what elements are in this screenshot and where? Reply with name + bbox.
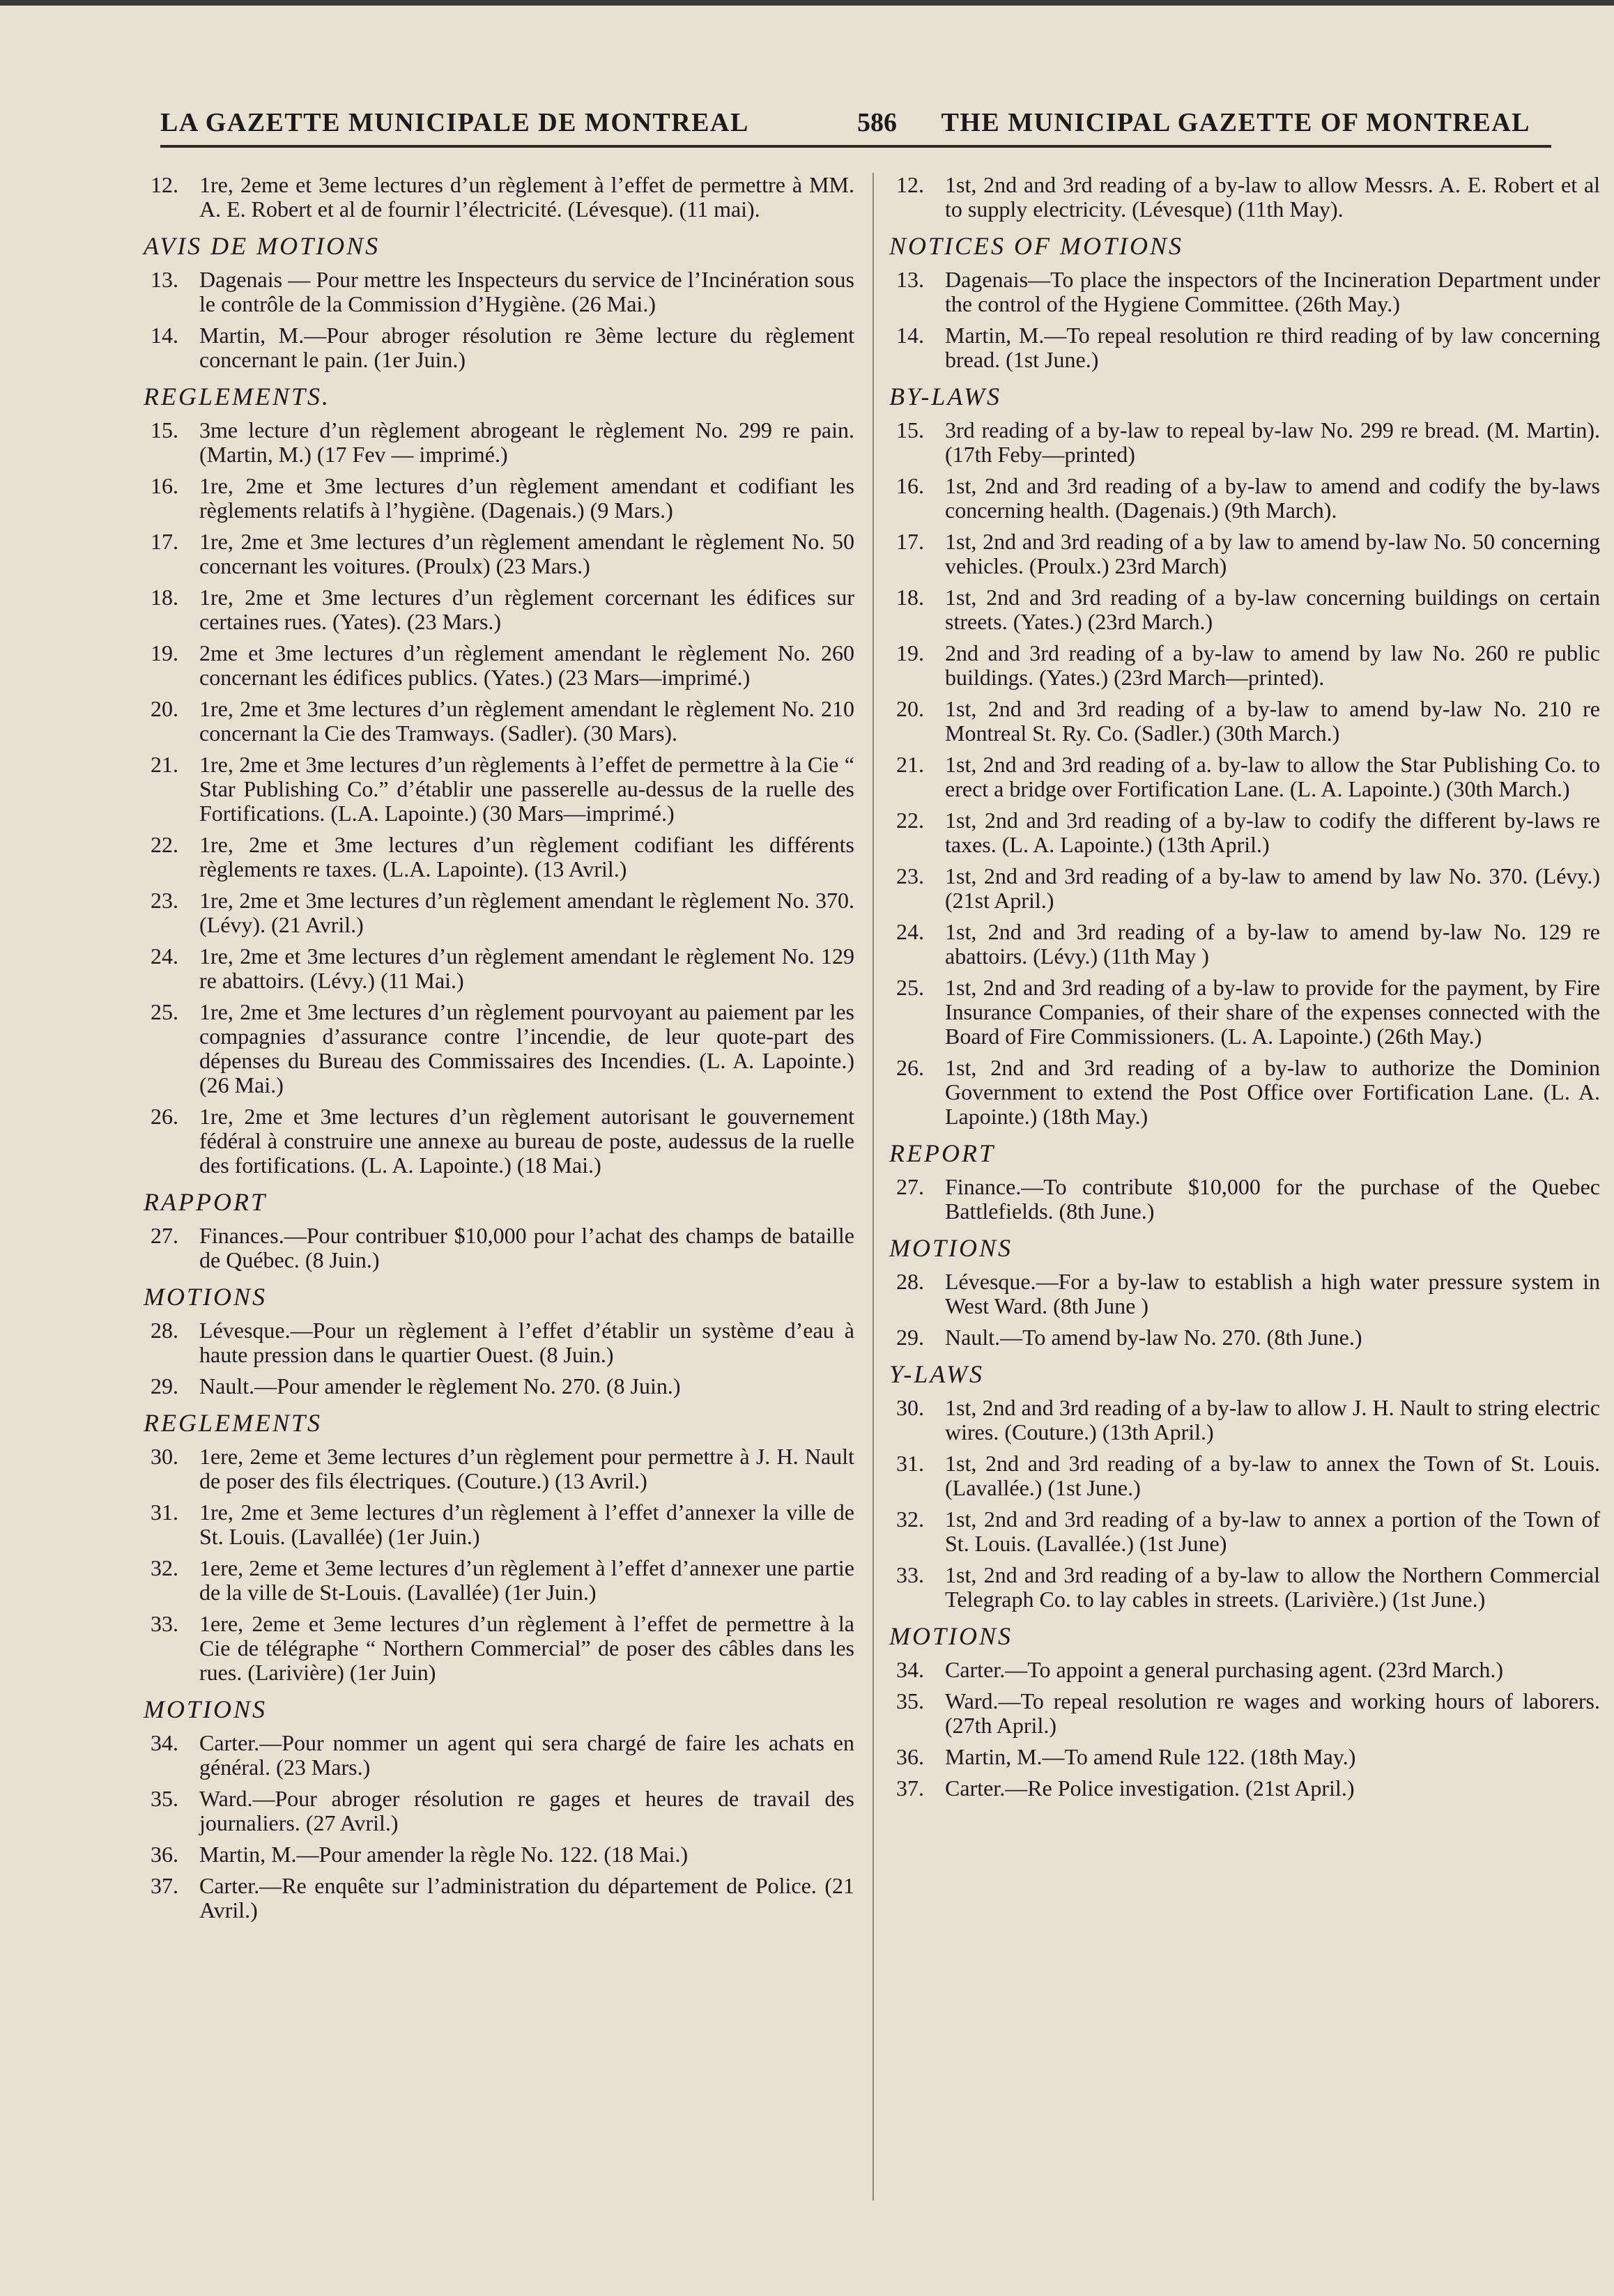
fr-item-20: 20. 1re, 2me et 3me lectures d’un règlement amendant le règlement No. 210 concernant la Cie des Tramways. (Sadler). (30 Mars). <box>151 696 854 746</box>
header-rule <box>160 145 1551 148</box>
fr-item-15: 15. 3me lecture d’un règlement abrogeant le règlement No. 299 re pain. (Martin, M.) (17 Fev — imprimé.) <box>151 417 854 467</box>
fr-item-16: 16. 1re, 2me et 3me lectures d’un règlement amendant et codifiant les règlements relatifs à l’hygiène. (Dagenais.) (9 Mars.) <box>151 473 854 523</box>
fr-section-avis: AVIS DE MOTIONS <box>144 232 381 260</box>
top-edge-rule <box>0 0 1614 6</box>
en-item-19: 19. 2nd and 3rd reading of a by-law to amend by law No. 260 re public buildings. (Yates.) (23rd March—printed). <box>896 640 1600 690</box>
en-item-36: 36. Martin, M.—To amend Rule 122. (18th May.) <box>896 1744 1356 1769</box>
column-divider <box>873 173 874 2201</box>
en-item-35: 35. Ward.—To repeal resolution re wages and working hours of laborers. (27th April.) <box>896 1688 1600 1738</box>
header-english-title: THE MUNICIPAL GAZETTE OF MONTREAL <box>941 108 1530 137</box>
page-header <box>160 98 1551 146</box>
fr-item-30: 30. 1ere, 2eme et 3eme lectures d’un règlement pour permettre à J. H. Nault de poser des fils électriques. (Couture.) (13 Avril.) <box>151 1444 854 1493</box>
fr-item-13: 13. Dagenais — Pour mettre les Inspecteurs du service de l’Incinération sous le contrôle de la Commission d’Hygiène. (26 Mai.) <box>151 267 854 316</box>
en-item-33: 33. 1st, 2nd and 3rd reading of a by-law to allow the Northern Commercial Telegraph Co. to lay cables in streets. (Larivière.) (1st June.) <box>896 1562 1600 1612</box>
en-item-27: 27. Finance.—To contribute $10,000 for the purchase of the Quebec Battlefields. (8th June.) <box>896 1174 1600 1224</box>
fr-item-35: 35. Ward.—Pour abroger résolution re gages et heures de travail des journaliers. (27 Avril.) <box>151 1786 854 1835</box>
fr-item-24: 24. 1re, 2me et 3me lectures d’un règlement amendant le règlement No. 129 re abattoirs. (Lévy.) (11 Mai.) <box>151 943 854 993</box>
en-item-21: 21. 1st, 2nd and 3rd reading of a. by-law to allow the Star Publishing Co. to erect a bridge over Fortification Lane. (L. A. Lapointe.) (30th March.) <box>896 752 1600 801</box>
fr-item-23: 23. 1re, 2me et 3me lectures d’un règlement amendant le règlement No. 370. (Lévy). (21 Avril.) <box>151 888 854 937</box>
en-item-31: 31. 1st, 2nd and 3rd reading of a by-law to annex the Town of St. Louis. (Lavallée.) (1st June.) <box>896 1451 1600 1500</box>
fr-item-33: 33. 1ere, 2eme et 3eme lectures d’un règlement à l’effet de permettre à la Cie de télégraphe “ Northern Commercial” de poser des câbles dans les rues. (Larivière) (1er Juin) <box>151 1611 854 1685</box>
en-item-12: 12. 1st, 2nd and 3rd reading of a by-law to allow Messrs. A. E. Robert et al to supply electricity. (Lévesque) (11th May). <box>896 172 1600 222</box>
fr-item-12: 12. 1re, 2eme et 3eme lectures d’un règlement à l’effet de permettre à MM. A. E. Robert et al de fournir l’électricité. (Lévesque). (11 mai). <box>151 172 854 222</box>
fr-section-motions-2: MOTIONS <box>144 1695 268 1723</box>
en-item-17: 17. 1st, 2nd and 3rd reading of a by law to amend by-law No. 50 concerning vehicles. (Proulx.) 23rd March) <box>896 529 1600 578</box>
fr-item-14: 14. Martin, M.—Pour abroger résolution re 3ème lecture du règlement concernant le pain. (1er Juin.) <box>151 323 854 372</box>
en-item-32: 32. 1st, 2nd and 3rd reading of a by-law to annex a portion of the Town of St. Louis. (Lavallée.) (1st June) <box>896 1507 1600 1556</box>
en-item-25: 25. 1st, 2nd and 3rd reading of a by-law to provide for the payment, by Fire Insurance Companies, of their share of the expenses connected with the Board of Fire Commissioners. (L. A. Lapointe.) (26th May.) <box>896 975 1600 1049</box>
en-item-30: 30. 1st, 2nd and 3rd reading of a by-law to allow J. H. Nault to string electric wires. (Couture.) (13th April.) <box>896 1395 1600 1444</box>
en-section-notices: NOTICES OF MOTIONS <box>889 232 1184 260</box>
en-item-34: 34. Carter.—To appoint a general purchasing agent. (23rd March.) <box>896 1657 1504 1682</box>
fr-item-18: 18. 1re, 2me et 3me lectures d’un règlement corcernant les édifices sur certaines rues. (Yates). (23 Mars.) <box>151 585 854 634</box>
en-item-16: 16. 1st, 2nd and 3rd reading of a by-law to amend and codify the by-laws concerning health. (Dagenais.) (9th March). <box>896 473 1600 523</box>
en-item-37: 37. Carter.—Re Police investigation. (21st April.) <box>896 1775 1355 1801</box>
fr-item-21: 21. 1re, 2me et 3me lectures d’un règlements à l’effet de permettre à la Cie “ Star Publishing Co.” d’établir une passerelle au-dessus de la ruelle des Fortifications. (L.A. Lapointe.) (30 Mars—imprimé.) <box>151 752 854 826</box>
fr-item-25: 25. 1re, 2me et 3me lectures d’un règlement pourvoyant au paiement par les compagnies d’assurance contre l’incendie, de leur quote-part des dépenses du Bureau des Commissaires des Incendies. (L. A. Lapointe.) (26 Mai.) <box>151 999 854 1097</box>
en-item-26: 26. 1st, 2nd and 3rd reading of a by-law to authorize the Dominion Government to extend the Post Office over Fortification Lane. (L. A. Lapointe.) (18th May.) <box>896 1055 1600 1129</box>
en-item-22: 22. 1st, 2nd and 3rd reading of a by-law to codify the different by-laws re taxes. (L. A. Lapointe.) (13th April.) <box>896 808 1600 857</box>
en-item-13: 13. Dagenais—To place the inspectors of the Incineration Department under the control of the Hygiene Committee. (26th May.) <box>896 267 1600 316</box>
en-item-14: 14. Martin, M.—To repeal resolution re third reading of by law concerning bread. (1st June.) <box>896 323 1600 372</box>
fr-item-19: 19. 2me et 3me lectures d’un règlement amendant le règlement No. 260 concernant les édifices publics. (Yates.) (23 Mars—imprimé.) <box>151 640 854 690</box>
fr-item-28: 28. Lévesque.—Pour un règlement à l’effet d’établir un système d’eau à haute pression dans le quartier Ouest. (8 Juin.) <box>151 1318 854 1367</box>
en-item-18: 18. 1st, 2nd and 3rd reading of a by-law concerning buildings on certain streets. (Yates.) (23rd March.) <box>896 585 1600 634</box>
en-section-report: REPORT <box>889 1139 995 1167</box>
french-column <box>144 172 854 1929</box>
fr-section-reglements-2: REGLEMENTS <box>144 1409 323 1437</box>
fr-section-motions: MOTIONS <box>144 1283 268 1311</box>
en-section-motions-2: MOTIONS <box>889 1622 1013 1650</box>
en-item-29: 29. Nault.—To amend by-law No. 270. (8th June.) <box>896 1325 1362 1350</box>
en-section-motions: MOTIONS <box>889 1234 1013 1262</box>
header-french-title: LA GAZETTE MUNICIPALE DE MONTREAL <box>160 108 749 137</box>
fr-section-rapport: RAPPORT <box>144 1188 267 1216</box>
en-item-28: 28. Lévesque.—For a by-law to establish a high water pressure system in West Ward. (8th June ) <box>896 1269 1600 1318</box>
fr-item-36: 36. Martin, M.—Pour amender la règle No. 122. (18 Mai.) <box>151 1842 689 1867</box>
en-item-20: 20. 1st, 2nd and 3rd reading of a by-law to amend by-law No. 210 re Montreal St. Ry. Co. (Sadler.) (30th March.) <box>896 696 1600 746</box>
fr-section-reglements: REGLEMENTS. <box>144 383 331 410</box>
fr-item-32: 32. 1ere, 2eme et 3eme lectures d’un règlement à l’effet d’annexer une partie de la ville de St-Louis. (Lavallée) (1er Juin.) <box>151 1555 854 1605</box>
english-column <box>889 172 1600 1808</box>
page-number: 586 <box>857 108 897 137</box>
en-item-24: 24. 1st, 2nd and 3rd reading of a by-law to amend by-law No. 129 re abattoirs. (Lévy.) (11th May ) <box>896 919 1600 969</box>
fr-item-22: 22. 1re, 2me et 3me lectures d’un règlement codifiant les différents règlements re taxes. (L.A. Lapointe). (13 Avril.) <box>151 832 854 881</box>
en-section-bylaws-2: Y-LAWS <box>889 1360 985 1388</box>
en-item-23: 23. 1st, 2nd and 3rd reading of a by-law to amend by law No. 370. (Lévy.) (21st April.) <box>896 863 1600 913</box>
fr-item-27: 27. Finances.—Pour contribuer $10,000 pour l’achat des champs de bataille de Québec. (8 Juin.) <box>151 1223 854 1272</box>
fr-item-29: 29. Nault.—Pour amender le règlement No. 270. (8 Juin.) <box>151 1373 681 1399</box>
fr-item-31: 31. 1re, 2me et 3eme lectures d’un règlement à l’effet d’annexer la ville de St. Louis. (Lavallée) (1er Juin.) <box>151 1500 854 1549</box>
fr-item-34: 34. Carter.—Pour nommer un agent qui sera chargé de faire les achats en général. (23 Mars.) <box>151 1730 854 1780</box>
fr-item-37: 37. Carter.—Re enquête sur l’administration du département de Police. (21 Avril.) <box>151 1873 854 1923</box>
fr-item-26: 26. 1re, 2me et 3me lectures d’un règlement autorisant le gouvernement fédéral à construire une annexe au bureau de poste, audessus de la ruelle des fortifications. (L. A. Lapointe.) (18 Mai.) <box>151 1104 854 1178</box>
fr-item-17: 17. 1re, 2me et 3me lectures d’un règlement amendant le règlement No. 50 concernant les voitures. (Proulx) (23 Mars.) <box>151 529 854 578</box>
en-section-bylaws: BY-LAWS <box>889 383 1001 410</box>
en-item-15: 15. 3rd reading of a by-law to repeal by-law No. 299 re bread. (M. Martin). (17th Feby—printed) <box>896 417 1600 467</box>
